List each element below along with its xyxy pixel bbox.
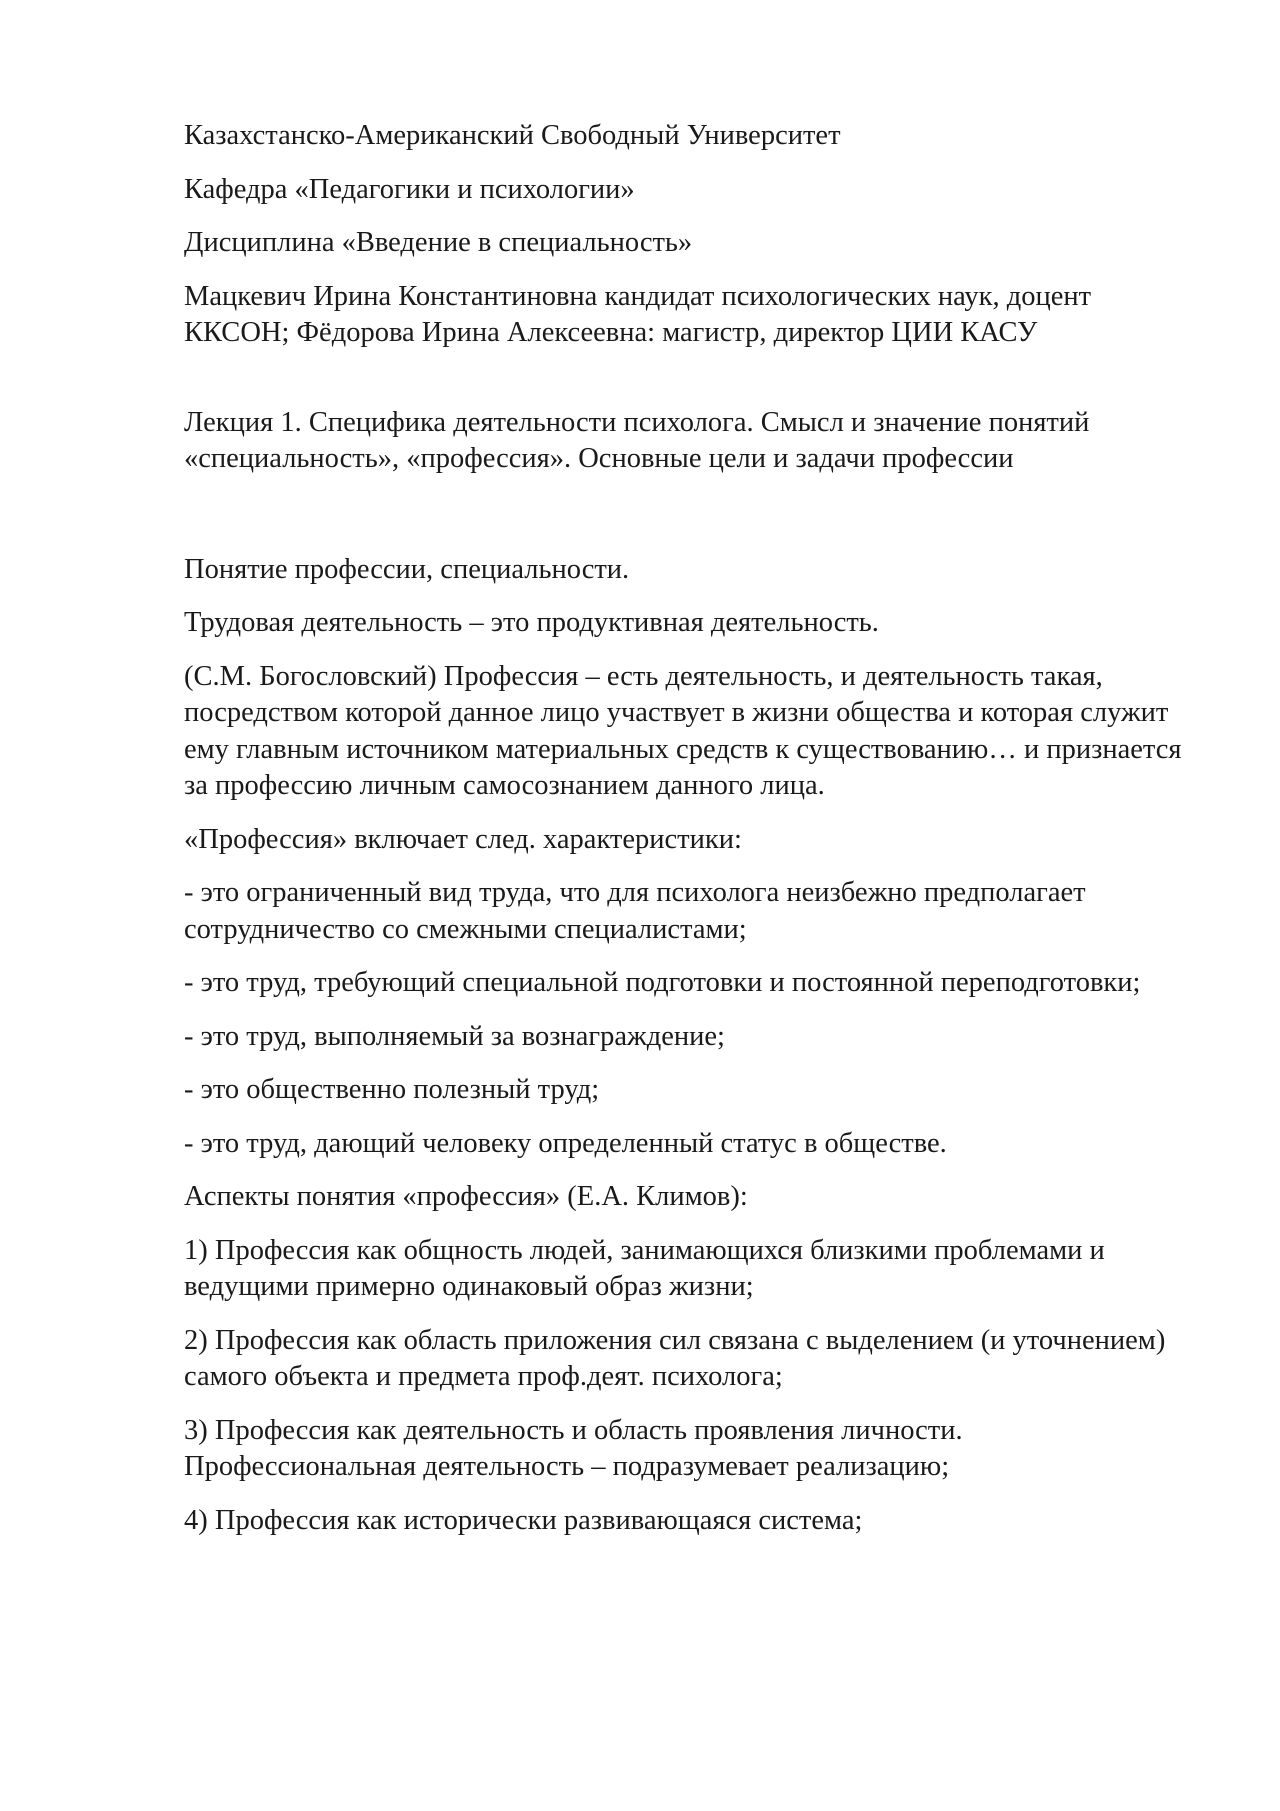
paragraph-characteristics-intro: «Профессия» включает след. характеристики:	[184, 823, 742, 855]
spacer	[184, 495, 1184, 552]
paragraph-aspects-intro: Аспекты понятия «профессия» (Е.А. Климов):	[184, 1181, 748, 1212]
list-item: 3) Профессия как деятельность и область проявления личности. Профессиональная деятельность – подразумевает реализацию;	[184, 1414, 963, 1482]
university-name: Казахстанско-Американский Свободный Университет	[184, 120, 841, 151]
list-item: - это ограниченный вид труда, что для психолога неизбежно предполагает сотрудничество со смежными специалистами;	[184, 877, 1086, 945]
authors-line: Мацкевич Ирина Константиновна кандидат психологических наук, доцент ККСОН; Фёдорова Ирина Алексеевна: магистр, директор ЦИИ КАСУ	[184, 280, 1092, 348]
lecture-title: Лекция 1. Специфика деятельности психолога. Смысл и значение понятий «специальность», «профессия». Основные цели и задачи профессии	[184, 406, 1090, 474]
list-item: - это труд, требующий специальной подготовки и постоянной переподготовки;	[184, 967, 1141, 998]
list-item: - это общественно полезный труд;	[184, 1074, 600, 1105]
department-name: Кафедра «Педагогики и психологии»	[184, 173, 635, 205]
paragraph-labor: Трудовая деятельность – это продуктивная деятельность.	[184, 607, 879, 638]
list-item: - это труд, дающий человеку определенный статус в обществе.	[184, 1127, 947, 1159]
list-item: 2) Профессия как область приложения сил связана с выделением (и уточнением) самого объекта и предмета проф.деят. психолога;	[184, 1324, 1166, 1392]
discipline-name: Дисциплина «Введение в специальность»	[184, 227, 693, 258]
document-body	[184, 118, 1184, 1556]
list-item: 4) Профессия как исторически развивающаяся система;	[184, 1504, 863, 1536]
list-item: - это труд, выполняемый за вознаграждение;	[184, 1020, 725, 1052]
spacer	[184, 369, 1184, 405]
paragraph-definition: (С.М. Богословский) Профессия – есть деятельность, и деятельность такая, посредством которой данное лицо участвует в жизни общества и которая служит ему главным источником материальных средств к существованию… и признается за профессию личным самосознанием данного лица.	[184, 660, 1182, 801]
list-item: 1) Профессия как общность людей, занимающихся близкими проблемами и ведущими примерно одинаковый образ жизни;	[184, 1234, 1105, 1302]
paragraph-concept: Понятие профессии, специальности.	[184, 553, 630, 585]
